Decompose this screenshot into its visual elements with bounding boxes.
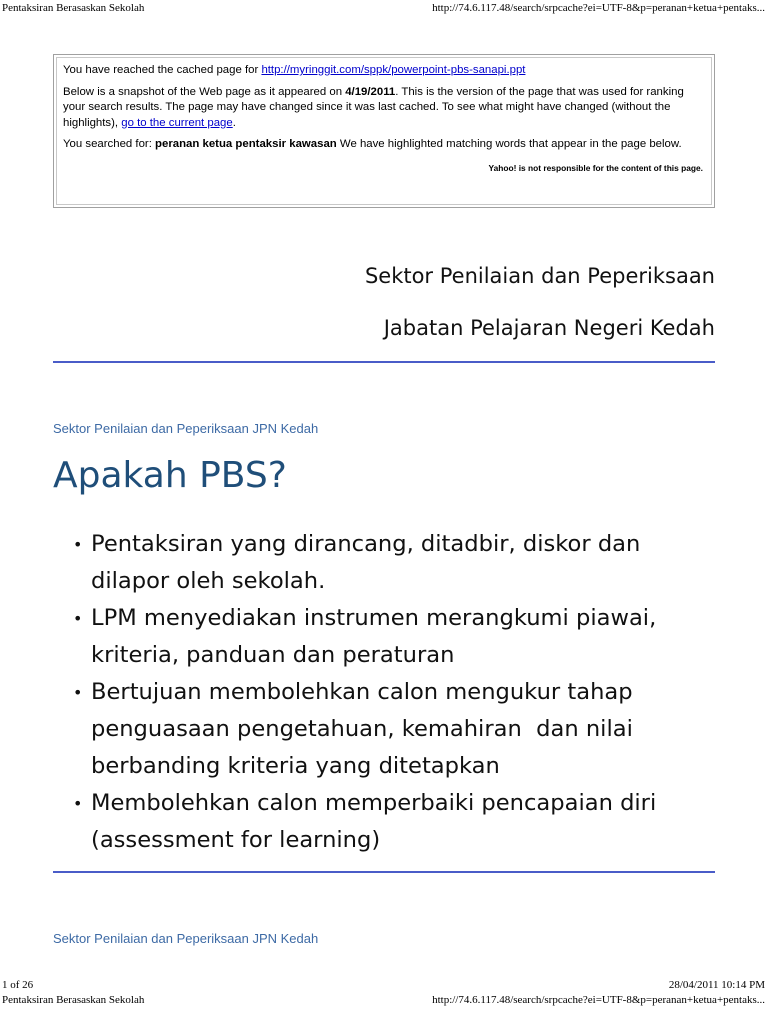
- cache-notice-content: [56, 57, 712, 205]
- snapshot-end: .: [232, 116, 236, 129]
- bullet-item: [70, 785, 720, 859]
- snapshot-description: . This is the version of the page that was used for ranking your search results. The page may have changed since it was last cached. To see what might have changed (without the highlights),: [63, 85, 684, 129]
- snapshot-prefix: Below is a snapshot of the Web page as it appeared on: [63, 85, 346, 98]
- bullet-text: Pentaksiran yang dirancang, ditadbir, diskor dan: [91, 531, 641, 557]
- bullet-dot: •: [73, 535, 83, 554]
- print-footer-meta: [0, 977, 768, 993]
- search-suffix: We have highlighted matching words that appear in the page below.: [336, 138, 682, 150]
- bullet-dot: •: [73, 794, 83, 813]
- slide-footer-label: Sektor Penilaian dan Peperiksaan JPN Kedah: [53, 421, 319, 436]
- bullet-text: Bertujuan membolehkan calon mengukur tahap: [91, 679, 633, 705]
- search-terms: peranan ketua pentaksir kawasan: [155, 138, 337, 150]
- bullet-list: [70, 526, 720, 859]
- cache-disclaimer: Yahoo! is not responsible for the content of this page.: [488, 162, 703, 173]
- bullet-item: [70, 674, 720, 785]
- bullet-text: Membolehkan calon memperbaiki pencapaian diri: [91, 790, 657, 816]
- bullet-item: [70, 526, 720, 600]
- print-datetime: 28/04/2011 10:14 PM: [668, 979, 765, 991]
- cache-notice-line-3: [63, 137, 705, 153]
- org-line-2: Jabatan Pelajaran Negeri Kedah: [383, 316, 715, 340]
- current-page-link[interactable]: go to the current page: [121, 116, 233, 129]
- cache-notice-box: [53, 54, 715, 208]
- slide-footer-label: Sektor Penilaian dan Peperiksaan JPN Kedah: [53, 931, 319, 946]
- cache-notice-line-1: [63, 63, 705, 79]
- bullet-text: penguasaan pengetahuan, kemahiran dan nilai: [91, 716, 633, 742]
- slide-heading: Apakah PBS?: [53, 455, 287, 496]
- print-footer-title: Pentaksiran Berasaskan Sekolah: [2, 994, 145, 1006]
- slide-divider: [53, 361, 715, 363]
- bullet-text: berbanding kriteria yang ditetapkan: [91, 753, 500, 779]
- cached-url-link[interactable]: http://myringgit.com/sppk/powerpoint-pbs-sanapi.ppt: [261, 64, 526, 76]
- print-header: [0, 0, 768, 16]
- bullet-text: kriteria, panduan dan peraturan: [91, 642, 455, 668]
- org-line-1: Sektor Penilaian dan Peperiksaan: [364, 264, 715, 288]
- cache-notice-prefix: You have reached the cached page for: [63, 64, 262, 76]
- cache-notice-line-2: [63, 85, 705, 132]
- page-count: 1 of 26: [2, 979, 34, 991]
- bullet-dot: •: [73, 683, 83, 702]
- slide-divider: [53, 871, 715, 873]
- print-header-url: http://74.6.117.48/search/srpcache?ei=UTF-8&p=peranan+ketua+pentaks...: [432, 2, 765, 14]
- snapshot-date: 4/19/2011: [345, 85, 396, 98]
- print-footer: [0, 992, 768, 1008]
- print-header-title: Pentaksiran Berasaskan Sekolah: [2, 2, 145, 14]
- print-footer-url: http://74.6.117.48/search/srpcache?ei=UTF-8&p=peranan+ketua+pentaks...: [432, 994, 765, 1006]
- bullet-text: dilapor oleh sekolah.: [91, 568, 326, 594]
- search-prefix: You searched for:: [63, 138, 156, 150]
- bullet-dot: •: [73, 609, 83, 628]
- bullet-text: LPM menyediakan instrumen merangkumi piawai,: [91, 605, 657, 631]
- bullet-text: (assessment for learning): [91, 827, 381, 853]
- bullet-item: [70, 600, 720, 674]
